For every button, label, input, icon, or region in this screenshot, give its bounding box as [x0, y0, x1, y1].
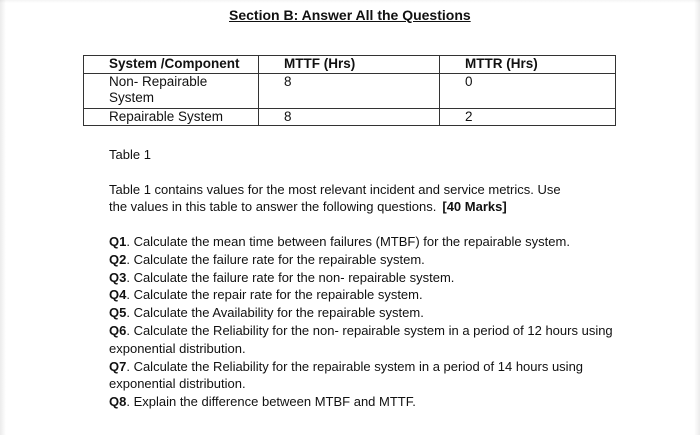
question-number: Q7: [109, 358, 127, 374]
table-caption: Table 1: [109, 147, 151, 162]
question-list: [109, 233, 639, 411]
question-item: [109, 393, 639, 411]
question-number: Q4: [109, 287, 127, 303]
header-system-component: System /Component: [84, 56, 259, 74]
question-text: . Calculate the Reliability for the non- repairable system in a period of 12 hours using exponential distribution.: [109, 322, 613, 356]
header-mttf: MTTF (Hrs): [259, 56, 440, 74]
cell-system: [84, 109, 259, 126]
question-text: . Calculate the failure rate for the repairable system.: [126, 251, 425, 267]
cell-system: [84, 74, 259, 109]
cell-mttf: 8: [259, 109, 440, 126]
table-header-row: [84, 56, 616, 74]
question-text: . Calculate the failure rate for the non- repairable system.: [126, 269, 455, 285]
question-item: [109, 358, 639, 394]
marks-label: [40 Marks]: [442, 199, 507, 214]
question-number: Q1: [109, 234, 127, 249]
question-number: Q5: [109, 305, 127, 321]
question-number: Q2: [109, 251, 127, 267]
section-title: Section B: Answer All the Questions: [229, 7, 471, 23]
question-text: . Calculate the Availability for the repairable system.: [126, 305, 424, 321]
cell-mttf: 8: [259, 74, 440, 109]
cell-mttr: 2: [440, 109, 616, 126]
cell-system-line1: Repairable System: [109, 109, 224, 124]
question-item: [109, 286, 639, 304]
intro-line1: Table 1 contains values for the most relevant incident and service metrics. Use: [109, 182, 561, 197]
header-mttr: MTTR (Hrs): [440, 56, 616, 74]
cell-system-line2: System: [109, 90, 155, 105]
cell-system-line1: Non- Repairable: [109, 74, 208, 89]
question-text: . Calculate the mean time between failures (MTBF) for the repairable system.: [126, 234, 570, 249]
question-number: Q8: [109, 394, 127, 410]
page-edge-shadow-right: [694, 0, 700, 435]
question-item: [109, 233, 639, 251]
intro-line2: the values in this table to answer the following questions.: [109, 199, 437, 214]
question-item: [109, 269, 639, 287]
intro-paragraph: [109, 181, 629, 215]
cell-mttr: 0: [440, 74, 616, 109]
question-item: [109, 304, 639, 322]
question-number: Q3: [109, 269, 127, 285]
question-item: [109, 251, 639, 269]
question-text: . Calculate the Reliability for the repairable system in a period of 14 hours using exponential distribution.: [109, 358, 584, 392]
question-text: . Calculate the repair rate for the repairable system.: [126, 287, 423, 303]
page-edge-shadow-left: [0, 0, 6, 435]
question-number: Q6: [109, 322, 127, 338]
question-text: . Explain the difference between MTBF and MTTF.: [126, 394, 416, 410]
table-row: [84, 74, 616, 109]
metrics-table: [83, 55, 616, 126]
table-row: [84, 109, 616, 126]
question-item: [109, 322, 639, 358]
